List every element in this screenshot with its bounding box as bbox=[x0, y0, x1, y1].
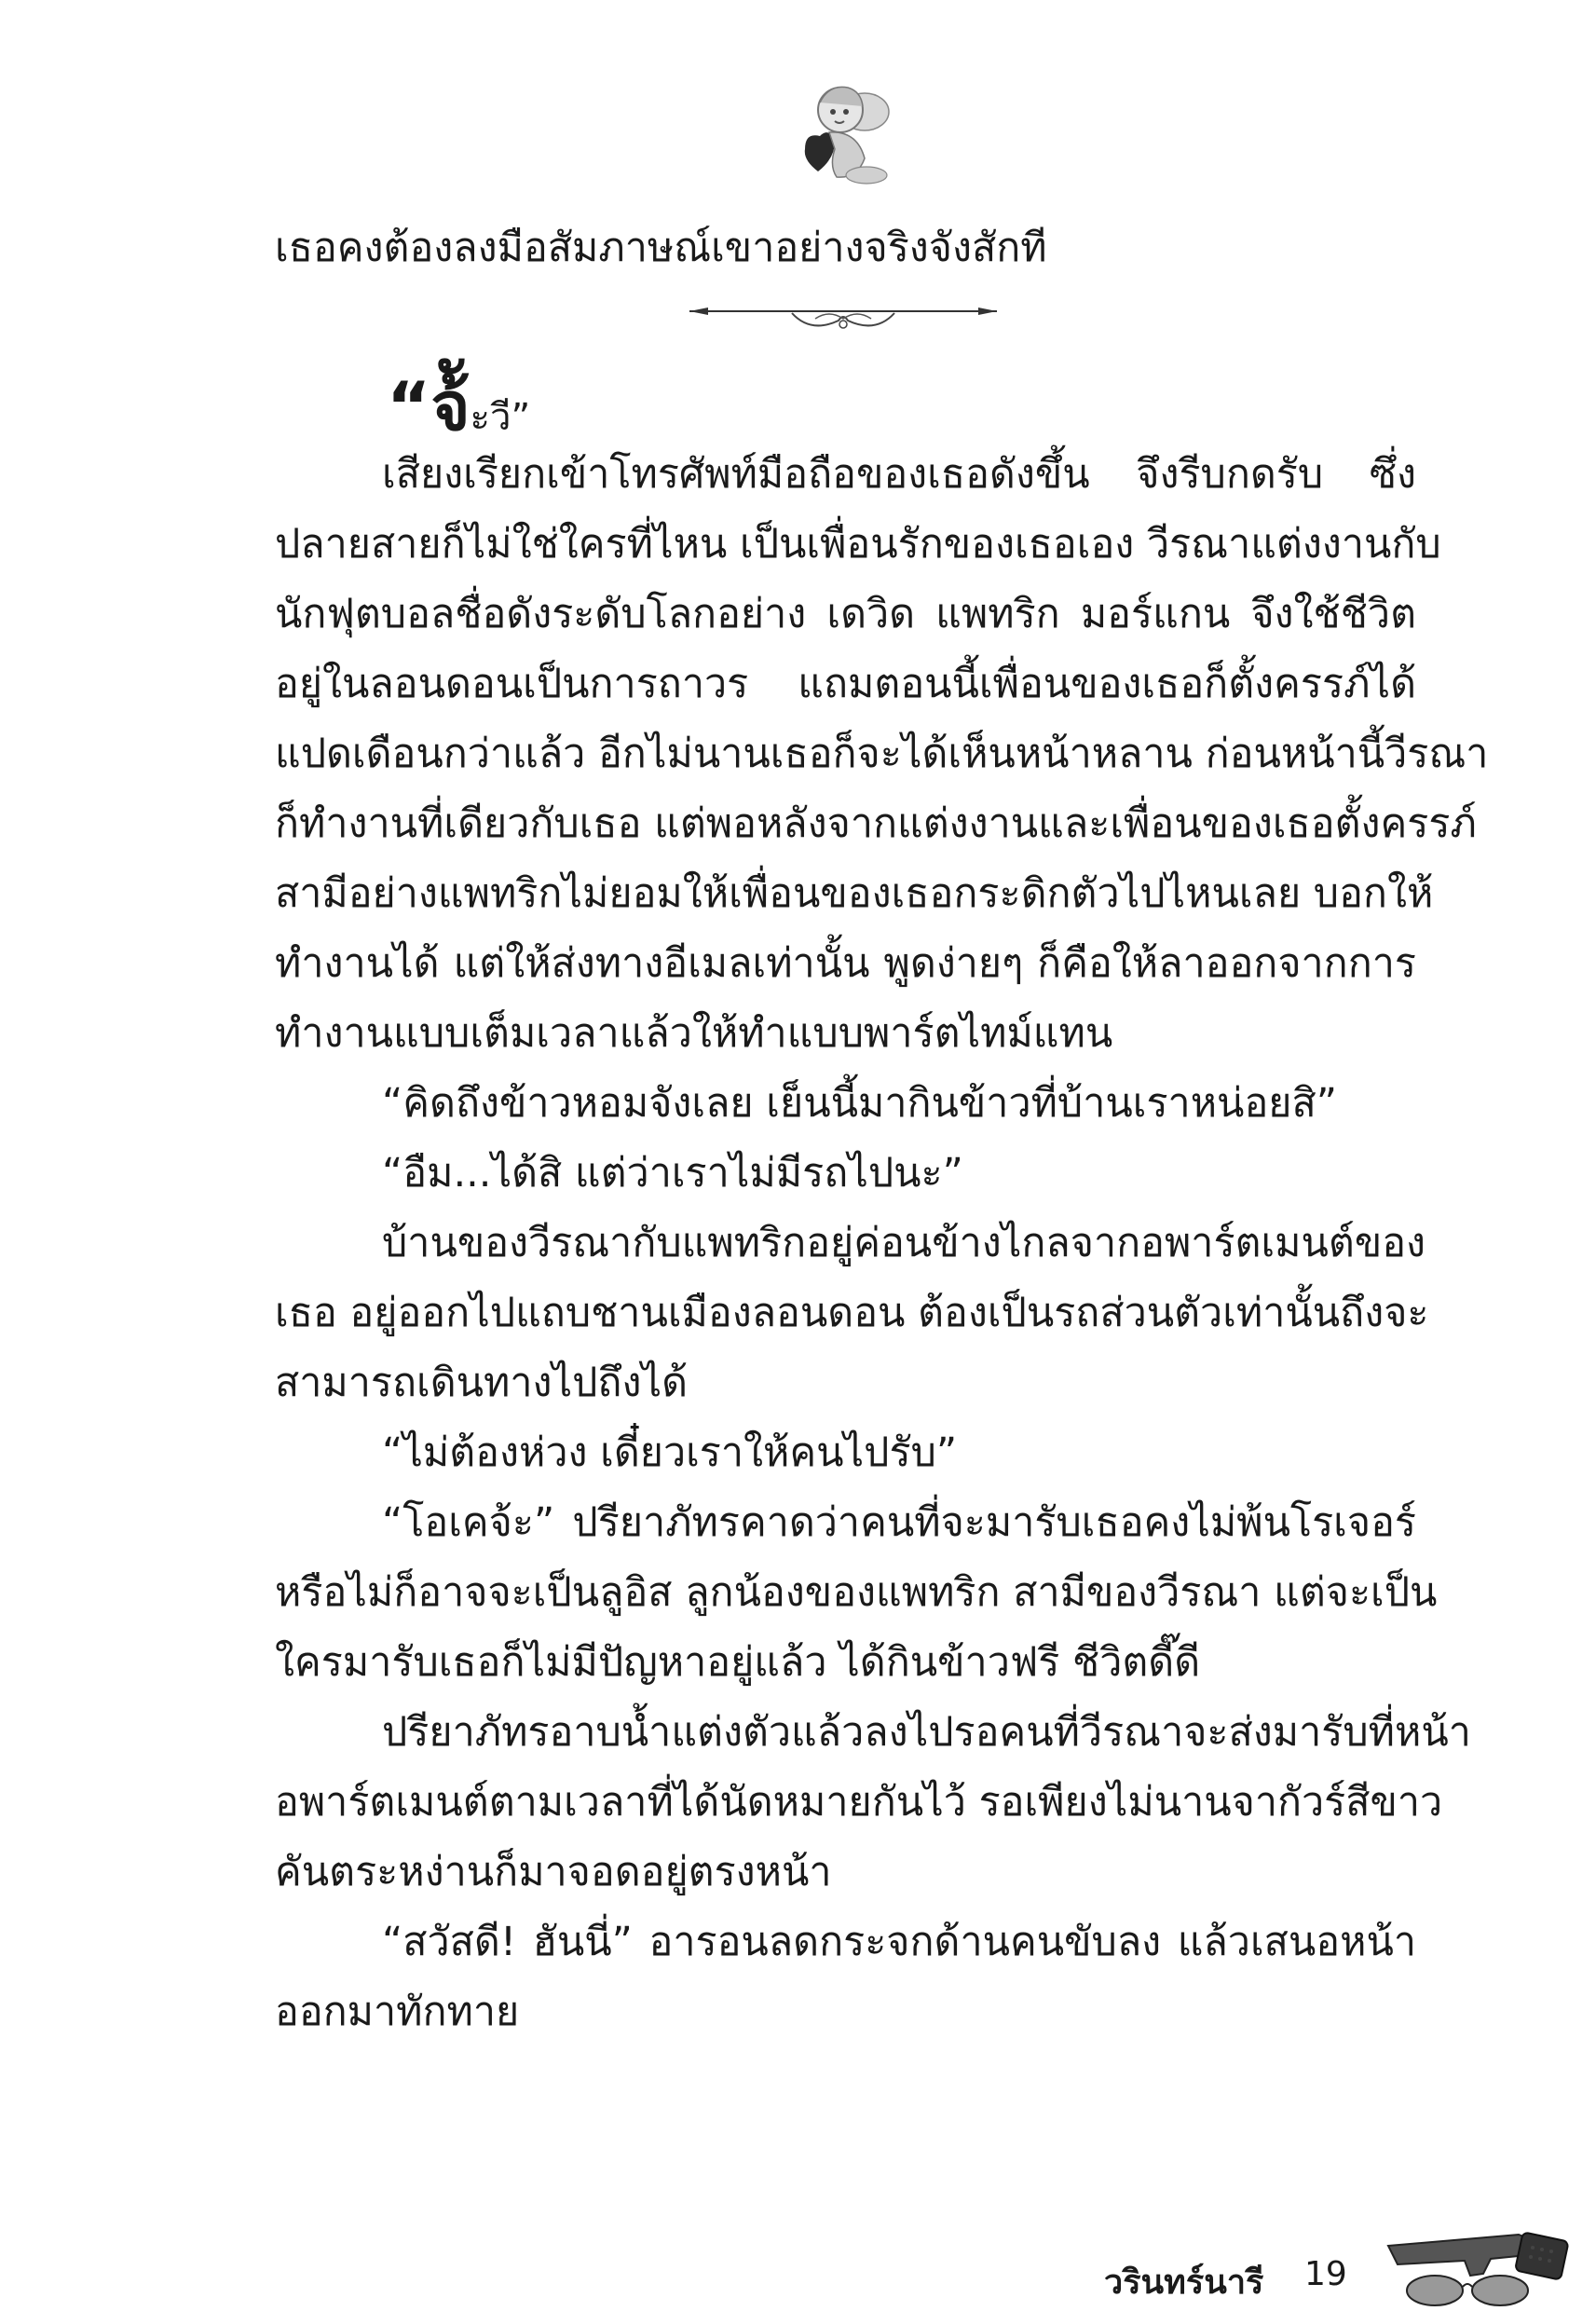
text-line: สามีอย่างแพทริกไม่ยอมให้เพื่อนของเธอกระดิกตัวไปไหนเลย บอกให้ bbox=[275, 870, 1434, 917]
text-line: เสียงเรียกเข้าโทรศัพท์มือถือของเธอดังขึ้น จึงรีบกดรับ ซึ่ง bbox=[382, 451, 1416, 498]
text-line: “คิดถึงข้าวหอมจังเลย เย็นนี้มากินข้าวที่บ้านเราหน่อยสิ” bbox=[382, 1080, 1337, 1127]
big-greeting bbox=[387, 352, 530, 459]
text-line: อยู่ในลอนดอนเป็นการถาวร แถมตอนนี้เพื่อนของเธอก็ตั้งครรภ์ได้ bbox=[275, 661, 1416, 707]
cherub-ornament-icon bbox=[792, 75, 894, 191]
text-line: ก็ทำงานที่เดียวกับเธอ แต่พอหลังจากแต่งงานและเพื่อนของเธอตั้งครรภ์ bbox=[275, 800, 1477, 847]
text-line: ใครมารับเธอก็ไม่มีปัญหาอยู่แล้ว ได้กินข้าวฟรี ชีวิตดี๊ดี bbox=[275, 1639, 1201, 1686]
page-number: 19 bbox=[1304, 2255, 1347, 2293]
text-line: ออกมาทักทาย bbox=[275, 1989, 520, 2035]
text-line: ปลายสายก็ไม่ใช่ใครที่ไหน เป็นเพื่อนรักของเธอเอง วีรณาแต่งงานกับ bbox=[275, 521, 1441, 567]
text-line: สามารถเดินทางไปถึงได้ bbox=[275, 1360, 689, 1406]
text-line: “โอเคจ้ะ” ปรียาภัทรคาดว่าคนที่จะมารับเธอคงไม่พ้นโรเจอร์ bbox=[382, 1499, 1416, 1546]
text-line: ทำงานได้ แต่ให้ส่งทางอีเมลเท่านั้น พูดง่ายๆ ก็คือให้ลาออกจากการ bbox=[275, 940, 1416, 987]
text-line: คันตระหง่านก็มาจอดอยู่ตรงหน้า bbox=[275, 1849, 832, 1895]
pistol-sunglasses-ornament-icon bbox=[1379, 2218, 1584, 2311]
big-greeting-rest: ะวี” bbox=[470, 396, 531, 439]
text-line: “ไม่ต้องห่วง เดี๋ยวเราให้คนไปรับ” bbox=[382, 1429, 958, 1476]
text-line: นักฟุตบอลชื่อดังระดับโลกอย่าง เดวิด แพทริก มอร์แกน จึงใช้ชีวิต bbox=[275, 591, 1416, 637]
opening-line: เธอคงต้องลงมือสัมภาษณ์เขาอย่างจริงจังสักที bbox=[275, 225, 1047, 271]
big-greeting-open: “จ้ั bbox=[387, 367, 471, 445]
text-line: “สวัสดี! ฮันนี่” อารอนลดกระจกด้านคนขับลง แล้วเสนอหน้า bbox=[382, 1919, 1416, 1965]
text-line: แปดเดือนกว่าแล้ว อีกไม่นานเธอก็จะได้เห็นหน้าหลาน ก่อนหน้านี้วีรณา bbox=[275, 731, 1489, 777]
text-line: อพาร์ตเมนต์ตามเวลาที่ได้นัดหมายกันไว้ รอเพียงไม่นานจากัวร์สีขาว bbox=[275, 1779, 1443, 1826]
text-line: บ้านของวีรณากับแพทริกอยู่ค่อนข้างไกลจากอพาร์ตเมนต์ของ bbox=[382, 1220, 1426, 1266]
text-line: ปรียาภัทรอาบน้ำแต่งตัวแล้วลงไปรอคนที่วีรณาจะส่งมารับที่หน้า bbox=[382, 1709, 1471, 1756]
text-line: “อืม...ได้สิ แต่ว่าเราไม่มีรถไปนะ” bbox=[382, 1150, 963, 1197]
text-line: ทำงานแบบเต็มเวลาแล้วให้ทำแบบพาร์ตไทม์แทน bbox=[275, 1010, 1113, 1057]
footer-book-title: วรินทร์นารี bbox=[1104, 2263, 1264, 2302]
text-line: หรือไม่ก็อาจจะเป็นลูอิส ลูกน้องของแพทริก สามีของวีรณา แต่จะเป็น bbox=[275, 1569, 1438, 1616]
ornamental-divider-icon bbox=[689, 300, 997, 337]
text-line: เธอ อยู่ออกไปแถบชานเมืองลอนดอน ต้องเป็นรถส่วนตัวเท่านั้นถึงจะ bbox=[275, 1290, 1429, 1336]
